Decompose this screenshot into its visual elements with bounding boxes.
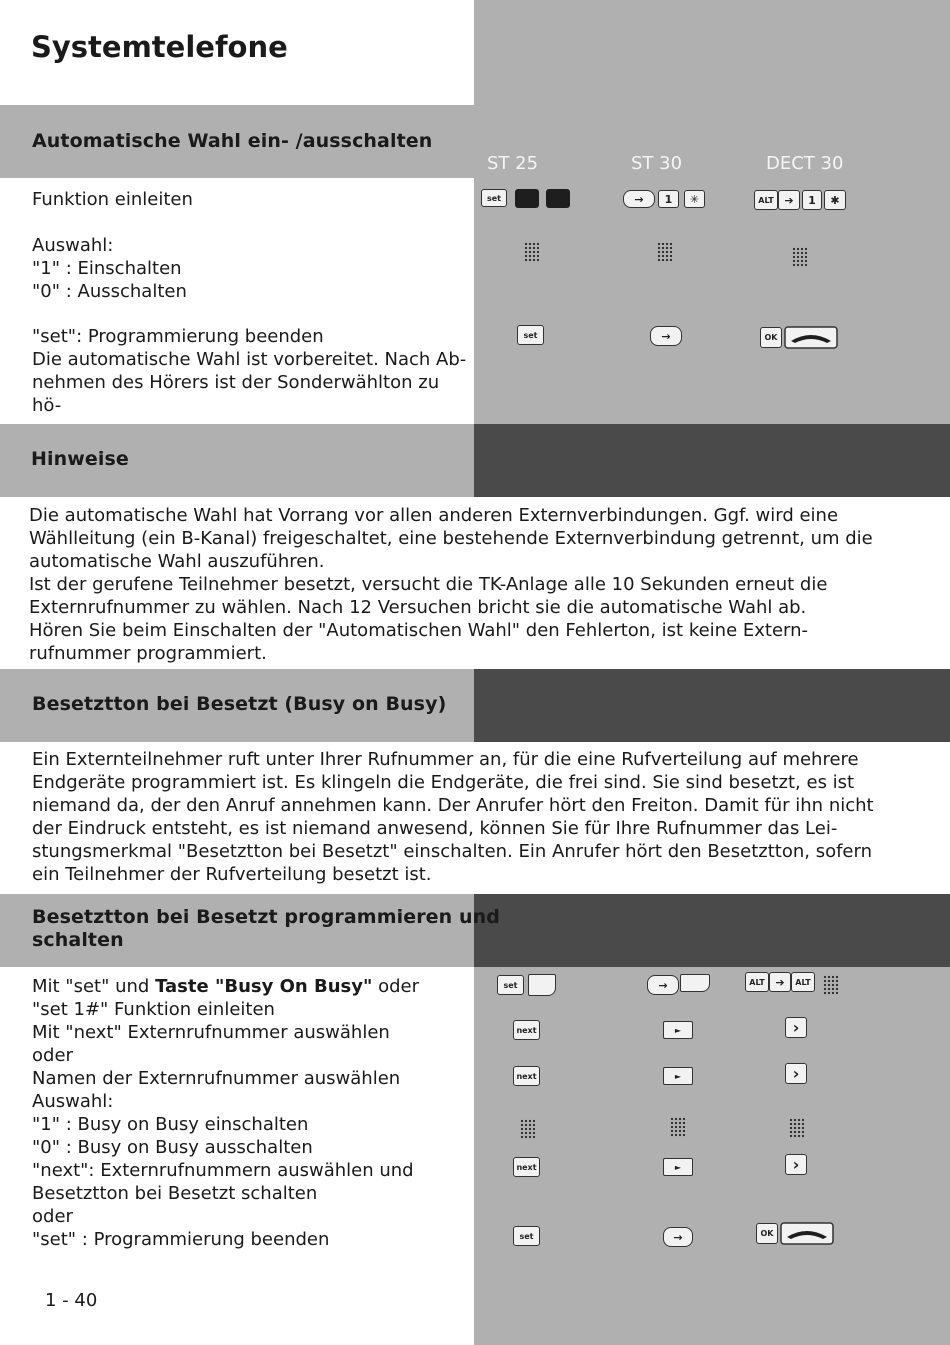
busy-prog-intro-c: oder [372,976,419,997]
busy-prog-intro [32,975,419,998]
alt-arrow-key: ➔ [778,190,800,210]
keypad-icon [520,1119,535,1139]
busy-prog-intro-key: Taste "Busy On Busy" [155,976,373,997]
keypad-icon [524,242,539,262]
busy-prog-intro-a: Mit "set" und [32,976,156,997]
step-programmierung-beenden: "set": Programmierung beenden Die automatische Wahl ist vorbereitet. Nach Ab- nehmen des Hörers ist der Sonderwählton zu hö- [32,326,467,416]
step-auswahl: Auswahl: "1" : Einschalten "0" : Ausschalten [32,235,187,302]
play-key: ► [663,1021,693,1039]
set-key: set [481,189,507,207]
next-key: next [513,1066,540,1086]
handset-icon [780,1222,834,1245]
alt-key: ALT [745,972,769,992]
hinweise-text: Die automatische Wahl hat Vorrang vor allen anderen Externverbindungen. Ggf. wird eine Wählleitung (ein B-Kanal) freigeschaltet, eine bestehende Externverbindung getrennt, um die automatische Wahl auszuführen. Ist der gerufene Teilnehmer besetzt, versucht die TK-Anlage alle 10 Sekunden erneut die Externrufnummer zu wählen. Nach 12 Versuchen bricht sie die automatische Wahl ab. Hören Sie beim Einschalten der "Automatischen Wahl" den Fehlerton, ist keine Extern- rufnummer programmiert. [29,505,873,664]
star-key: ✳ [684,190,705,208]
arrow-key: → [650,326,682,346]
alt-key: ALT [791,972,815,992]
digit-one-key: 1 [658,190,679,208]
section-heading-busy-programmieren: Besetztton bei Besetzt programmieren und schalten [32,906,500,951]
set-key: set [497,975,524,995]
alt-arrow-key: ➔ [769,972,791,992]
set-key: set [517,325,544,345]
keypad-icon [670,1117,685,1137]
set-key: set [513,1226,540,1246]
star-key: ✱ [824,190,846,210]
ok-key: OK [756,1223,778,1244]
function-key [515,189,539,208]
keypad-icon [789,1118,804,1138]
alt-key: ALT [754,190,778,210]
busy-on-busy-key [680,974,710,992]
busy-prog-steps: "set 1#" Funktion einleiten Mit "next" Externrufnummer auswählen oder Namen der Externrufnummer auswählen Auswahl: "1" : Busy on Busy einschalten "0" : Busy on Busy ausschalten "next": Externrufnummern auswählen und Besetztton bei Besetzt schalten oder "set" : Programmierung beenden [32,999,414,1250]
arrow-key: → [663,1227,693,1247]
column-header-dect30: DECT 30 [766,153,844,174]
function-key [546,189,570,208]
arrow-key: → [647,975,679,995]
section-heading-busy-on-busy: Besetztton bei Besetzt (Busy on Busy) [32,693,447,715]
section-heading-hinweise: Hinweise [31,448,129,470]
keypad-icon [657,242,672,262]
play-key: ► [663,1158,693,1176]
handset-icon [784,326,838,349]
arrow-key: → [623,190,655,208]
keypad-icon [792,247,807,267]
next-key: next [513,1020,540,1040]
section-heading-dark-band [474,424,950,497]
chevron-key: › [785,1063,807,1084]
digit-one-key: 1 [802,190,822,210]
busy-on-busy-text: Ein Externteilnehmer ruft unter Ihrer Rufnummer an, für die eine Rufverteilung auf mehrere Endgeräte programmiert ist. Es klingeln die Endgeräte, die frei sind. Sie sind besetzt, es ist niemand da, der den Anruf annehmen kann. Der Anrufer hört den Freiton. Damit für ihn nicht der Eindruck entsteht, es ist niemand anwesend, können Sie für Ihre Rufnummer das Lei- stungsmerkmal "Besetztton bei Besetzt" einschalten. Ein Anrufer hört den Besetztton, sofern ein Teilnehmer der Rufverteilung besetzt ist. [32,749,874,885]
chevron-key: › [785,1017,807,1038]
next-key: next [513,1157,540,1177]
section-heading-automatische-wahl: Automatische Wahl ein- /ausschalten [32,130,433,152]
page-title: Systemtelefone [31,30,288,64]
play-key: ► [663,1067,693,1085]
busy-on-busy-key [528,974,556,996]
section-heading-dark-band [474,669,950,742]
page-number: 1 - 40 [45,1290,98,1311]
section-heading-dark-band [474,894,950,967]
column-header-st30: ST 30 [631,153,683,174]
ok-key: OK [760,327,782,348]
column-header-st25: ST 25 [487,153,539,174]
keypad-icon [823,975,838,995]
step-funktion-einleiten: Funktion einleiten [32,189,193,210]
chevron-key: › [785,1154,807,1175]
